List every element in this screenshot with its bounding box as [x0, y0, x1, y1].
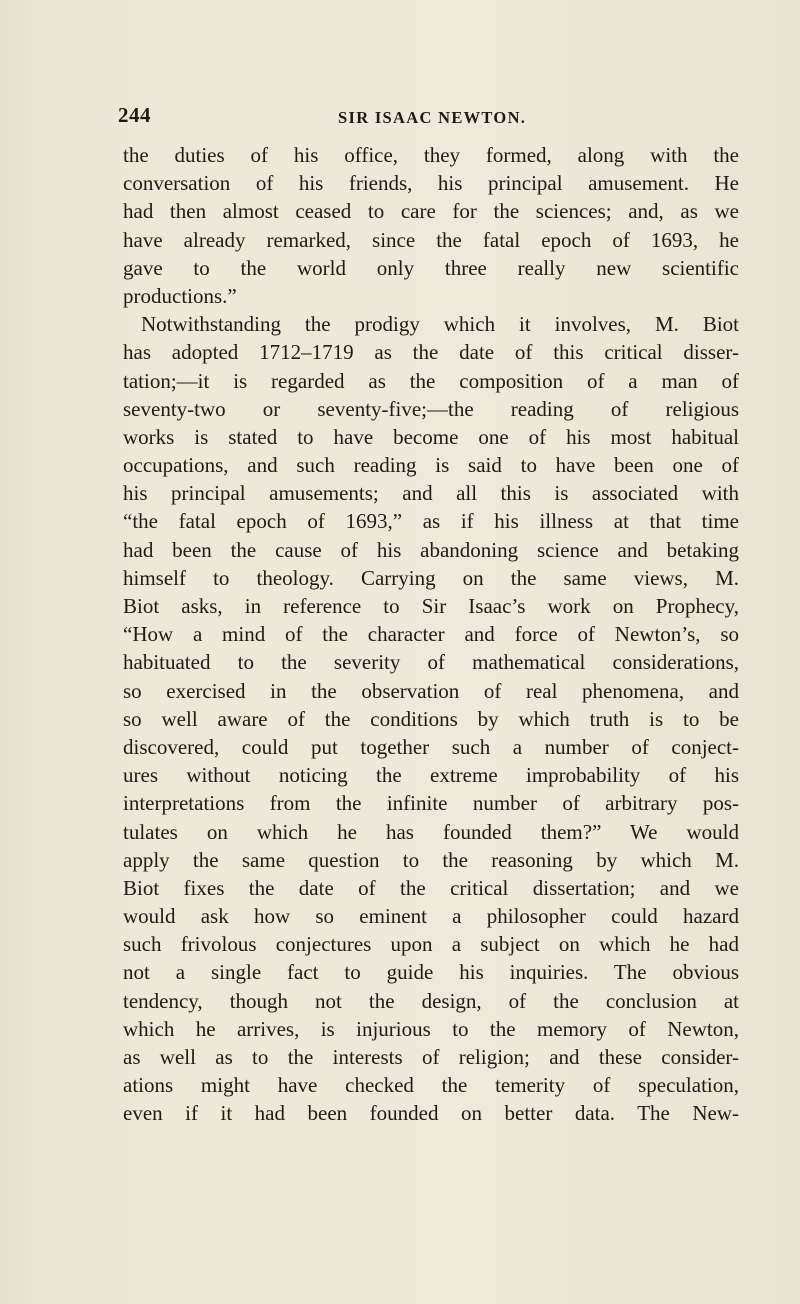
text-line: the duties of his office, they formed, along with the	[123, 143, 739, 167]
text-line: gave to the world only three really new scientific	[123, 255, 739, 280]
text-line: Notwithstanding the prodigy which it involves, M. Biot	[141, 312, 739, 337]
text-line: which he arrives, is injurious to the memory of Newton,	[123, 1016, 739, 1041]
text-line: “the fatal epoch of 1693,” as if his illness at that time	[123, 509, 739, 534]
text-line: works is stated to have become one of his most habitual	[123, 424, 739, 449]
text-line: Biot asks, in reference to Sir Isaac’s work on Prophecy,	[123, 594, 739, 618]
text-line: so well aware of the conditions by which truth is to be	[123, 706, 739, 731]
text-line: Biot fixes the date of the critical dissertation; and we	[123, 875, 739, 900]
text-line: had then almost ceased to care for the sciences; and, as we	[123, 199, 739, 224]
text-line: ations might have checked the temerity of speculation,	[123, 1073, 739, 1098]
text-line: conversation of his friends, his principal amusement. He	[123, 171, 739, 196]
text-line: has adopted 1712–1719 as the date of this critical disser-	[123, 340, 739, 365]
text-line: tation;—it is regarded as the composition of a man of	[123, 368, 739, 393]
text-line: occupations, and such reading is said to have been one of	[123, 453, 739, 478]
text-line: apply the same question to the reasoning by which M.	[123, 847, 739, 872]
page-number: 244	[118, 103, 151, 127]
running-head: SIR ISAAC NEWTON.	[338, 108, 527, 127]
text-line: tulates on which he has founded them?” We would	[123, 819, 739, 844]
text-line: so exercised in the observation of real phenomena, and	[123, 678, 739, 703]
text-line: “How a mind of the character and force of Newton’s, so	[123, 622, 739, 647]
text-line: not a single fact to guide his inquiries. The obvious	[123, 960, 739, 985]
text-line: as well as to the interests of religion; and these consider-	[123, 1045, 739, 1069]
text-line: even if it had been founded on better data. The New-	[123, 1101, 739, 1126]
body-text	[123, 141, 739, 1128]
text-line: have already remarked, since the fatal epoch of 1693, he	[123, 227, 739, 252]
text-line: would ask how so eminent a philosopher could hazard	[123, 904, 739, 929]
text-line: interpretations from the infinite number of arbitrary pos-	[123, 791, 739, 816]
text-line: himself to theology. Carrying on the same views, M.	[123, 565, 739, 590]
text-line: seventy-two or seventy-five;—the reading of religious	[123, 396, 739, 421]
text-line: had been the cause of his abandoning science and betaking	[123, 537, 739, 562]
text-line: his principal amusements; and all this is associated with	[123, 481, 739, 506]
text-line: ures without noticing the extreme improbability of his	[123, 763, 739, 788]
text-line: tendency, though not the design, of the conclusion at	[123, 988, 739, 1013]
page-header	[118, 103, 738, 129]
text-line: discovered, could put together such a number of conject-	[123, 734, 739, 759]
text-line: such frivolous conjectures upon a subject on which he had	[123, 932, 739, 957]
text-line: productions.”	[123, 283, 237, 308]
text-line: habituated to the severity of mathematical considerations,	[123, 650, 739, 675]
